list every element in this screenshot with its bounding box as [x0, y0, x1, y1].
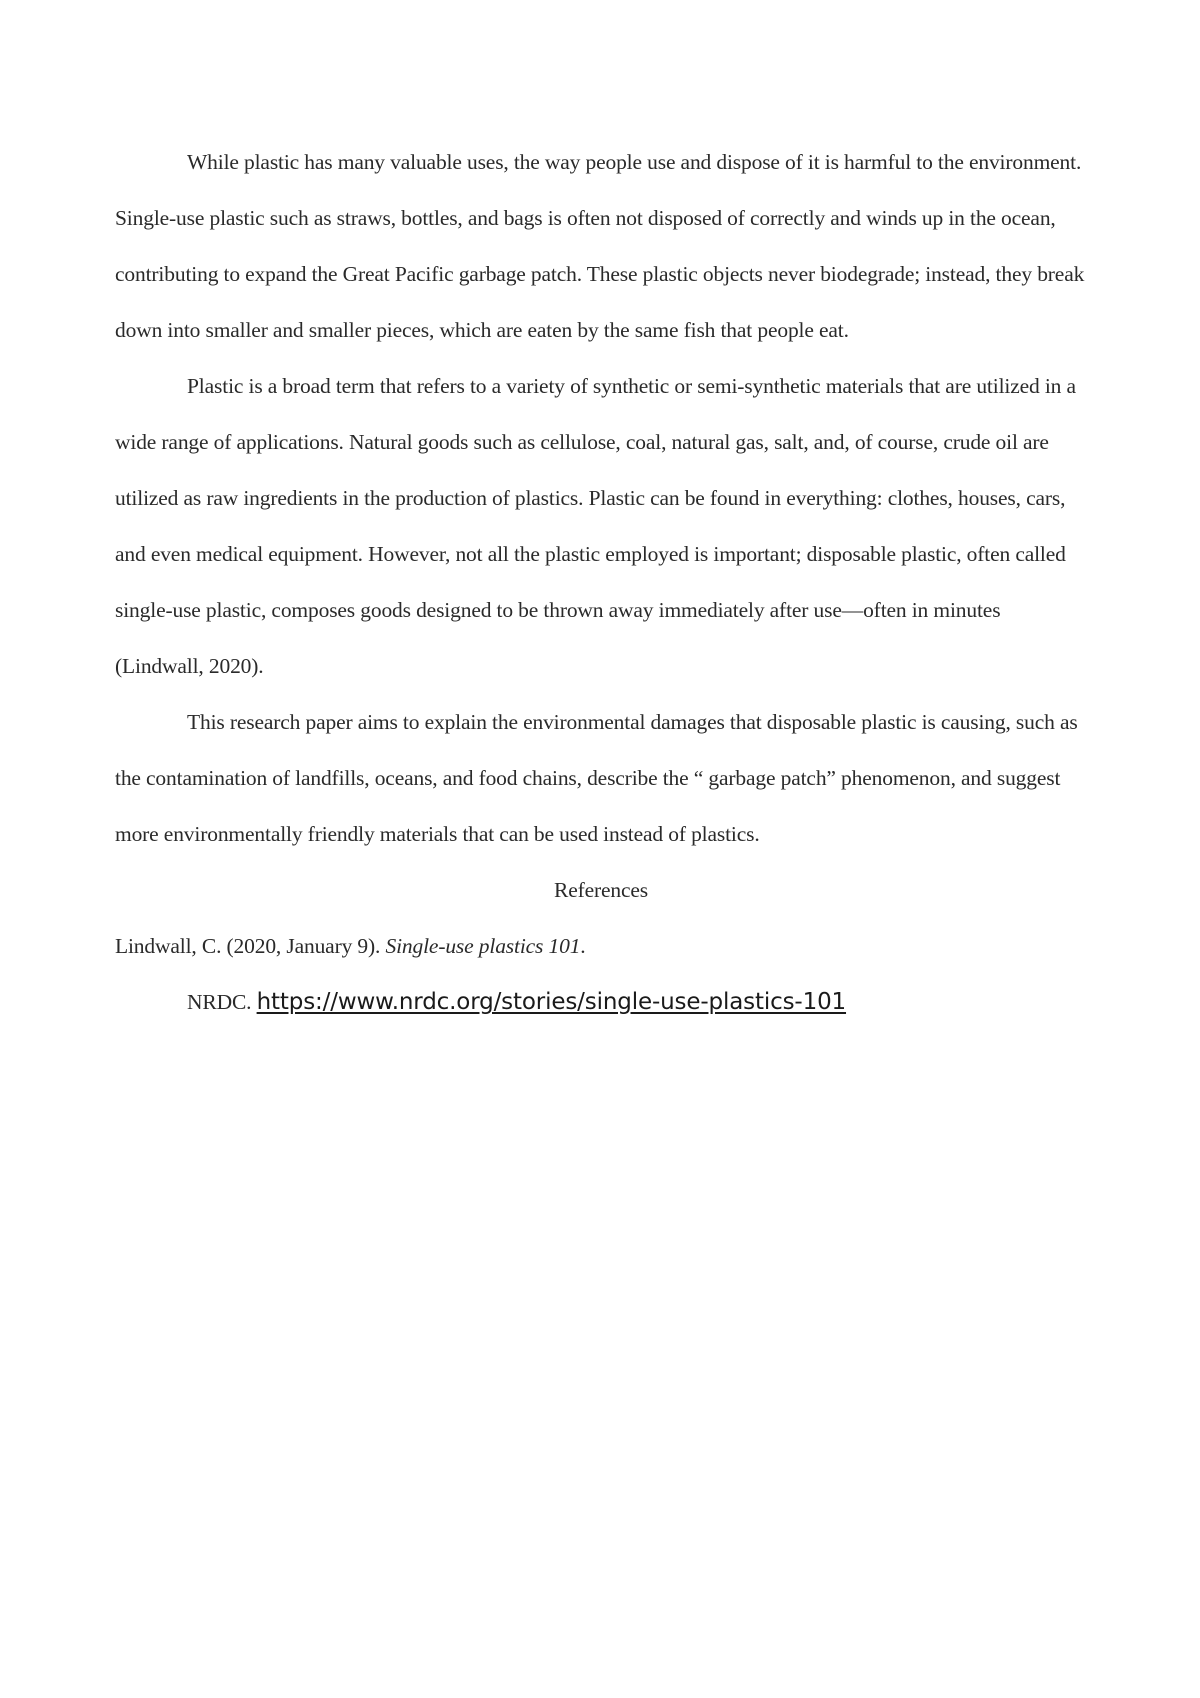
reference-entry: [115, 918, 1087, 974]
references-heading: References: [554, 878, 648, 902]
reference-entry-continuation: [115, 974, 1087, 1030]
reference-title-suffix: .: [580, 934, 586, 958]
reference-title: Single-use plastics 101: [385, 934, 581, 958]
reference-publisher: NRDC.: [187, 990, 257, 1014]
reference-url-link[interactable]: https://www.nrdc.org/stories/single-use-plastics-101: [256, 989, 847, 1015]
document-body: [115, 134, 1087, 1030]
paragraph-1: While plastic has many valuable uses, the way people use and dispose of it is harmful to the environment. Single-use plastic such as straws, bottles, and bags is often not disposed of correctly and winds up in the ocean, contributing to expand the Great Pacific garbage patch. These plastic objects never biodegrade; instead, they break down into smaller and smaller pieces, which are eaten by the same fish that people eat.: [115, 150, 1085, 342]
paragraph-2: Plastic is a broad term that refers to a variety of synthetic or semi-synthetic materials that are utilized in a wide range of applications. Natural goods such as cellulose, coal, natural gas, salt, and, of course, crude oil are utilized as raw ingredients in the production of plastics. Plastic can be found in everything: clothes, houses, cars, and even medical equipment. However, not all the plastic employed is important; disposable plastic, often called single-use plastic, composes goods designed to be thrown away immediately after use—often in minutes (Lindwall, 2020).: [115, 374, 1076, 678]
paragraph-3: This research paper aims to explain the environmental damages that disposable plastic is causing, such as the contamination of landfills, oceans, and food chains, describe the “ garbage patch” phenomenon, and suggest more environmentally friendly materials that can be used instead of plastics.: [115, 710, 1078, 846]
reference-author-date: Lindwall, C. (2020, January 9).: [115, 934, 386, 958]
